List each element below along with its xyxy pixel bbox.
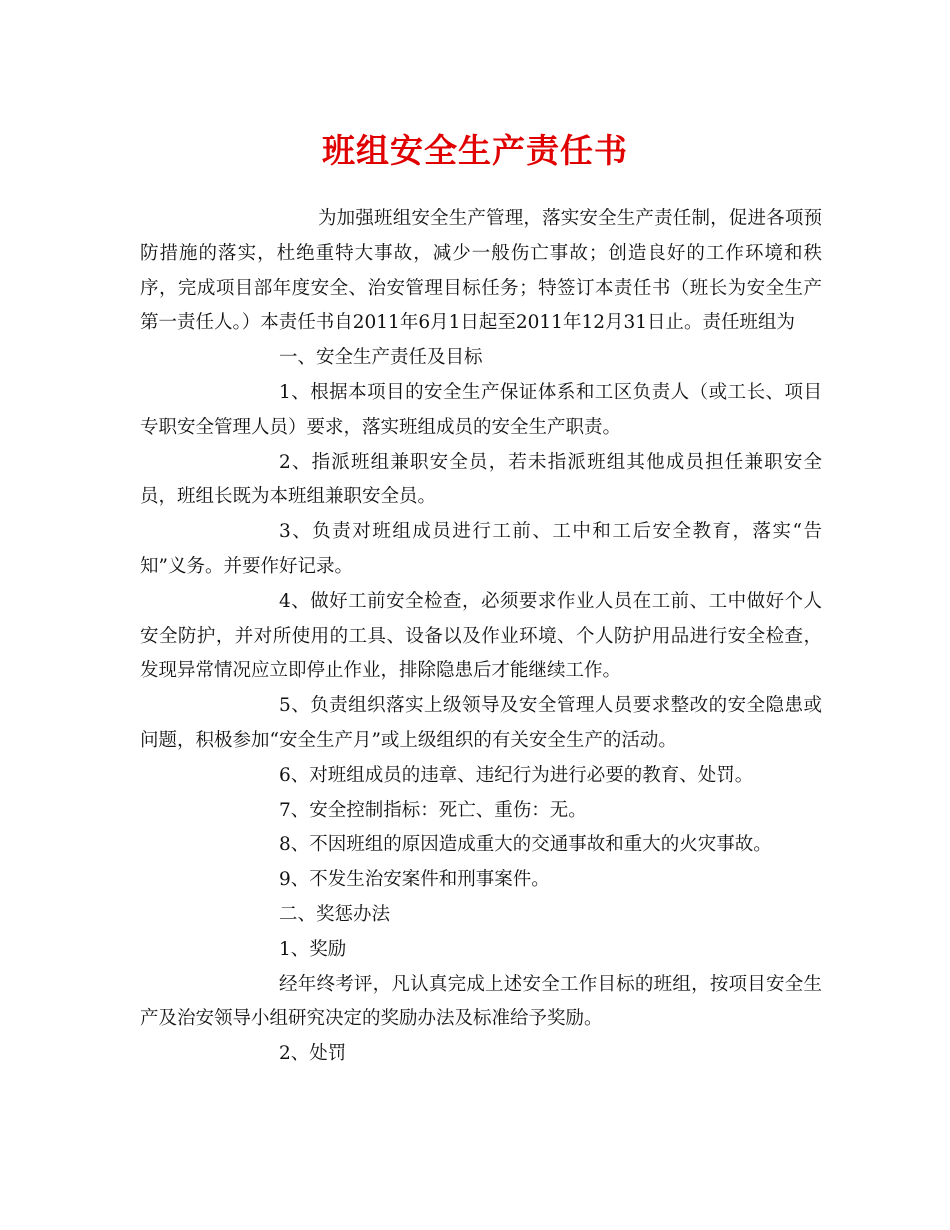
reward-paragraph: 经年终考评，凡认真完成上述安全工作目标的班组，按项目安全生产及治安领导小组研究决定的奖励办法及标准给予奖励。 [140, 973, 822, 1030]
section-heading-responsibilities: 一、安全生产责任及目标 [279, 347, 483, 369]
document-body [140, 202, 822, 1072]
document-title: 班组安全生产责任书 [322, 131, 628, 170]
list-item: 5、负责组织落实上级领导及安全管理人员要求整改的安全隐患或问题，积极参加“安全生产月”或上级组织的有关安全生产的活动。 [140, 695, 822, 751]
list-item: 2、指派班组兼职安全员，若未指派班组其他成员担任兼职安全员，班组长既为本班组兼职安全员。 [140, 451, 822, 508]
list-item: 7、安全控制指标：死亡、重伤：无。 [279, 799, 587, 821]
subheading-reward: 1、奖励 [279, 938, 347, 960]
list-item: 1、根据本项目的安全生产保证体系和工区负责人（或工长、项目专职安全管理人员）要求，落实班组成员的安全生产职责。 [140, 381, 822, 438]
list-item: 8、不因班组的原因造成重大的交通事故和重大的火灾事故。 [279, 834, 772, 856]
list-item: 3、负责对班组成员进行工前、工中和工后安全教育，落实“告知”义务。并要作好记录。 [140, 521, 822, 577]
subheading-penalty: 2、处罚 [279, 1043, 347, 1065]
list-item: 9、不发生治安案件和刑事案件。 [279, 869, 550, 891]
list-item: 4、做好工前安全检查，必须要求作业人员在工前、工中做好个人安全防护，并对所使用的工具、设备以及作业环境、个人防护用品进行安全检查，发现异常情况应立即停止作业，排除隐患后才能继续工作。 [140, 590, 822, 682]
section-heading-rewards: 二、奖惩办法 [279, 903, 391, 925]
intro-paragraph: 为加强班组安全生产管理，落实安全生产责任制，促进各项预防措施的落实，杜绝重特大事故，减少一般伤亡事故；创造良好的工作环境和秩序，完成项目部年度安全、治安管理目标任务；特签订本责任书（班长为安全生产第一责任人。）本责任书自2011年6月1日起至2011年12月31日止。责任班组为 [140, 208, 822, 334]
list-item: 6、对班组成员的违章、违纪行为进行必要的教育、处罚。 [279, 764, 754, 786]
